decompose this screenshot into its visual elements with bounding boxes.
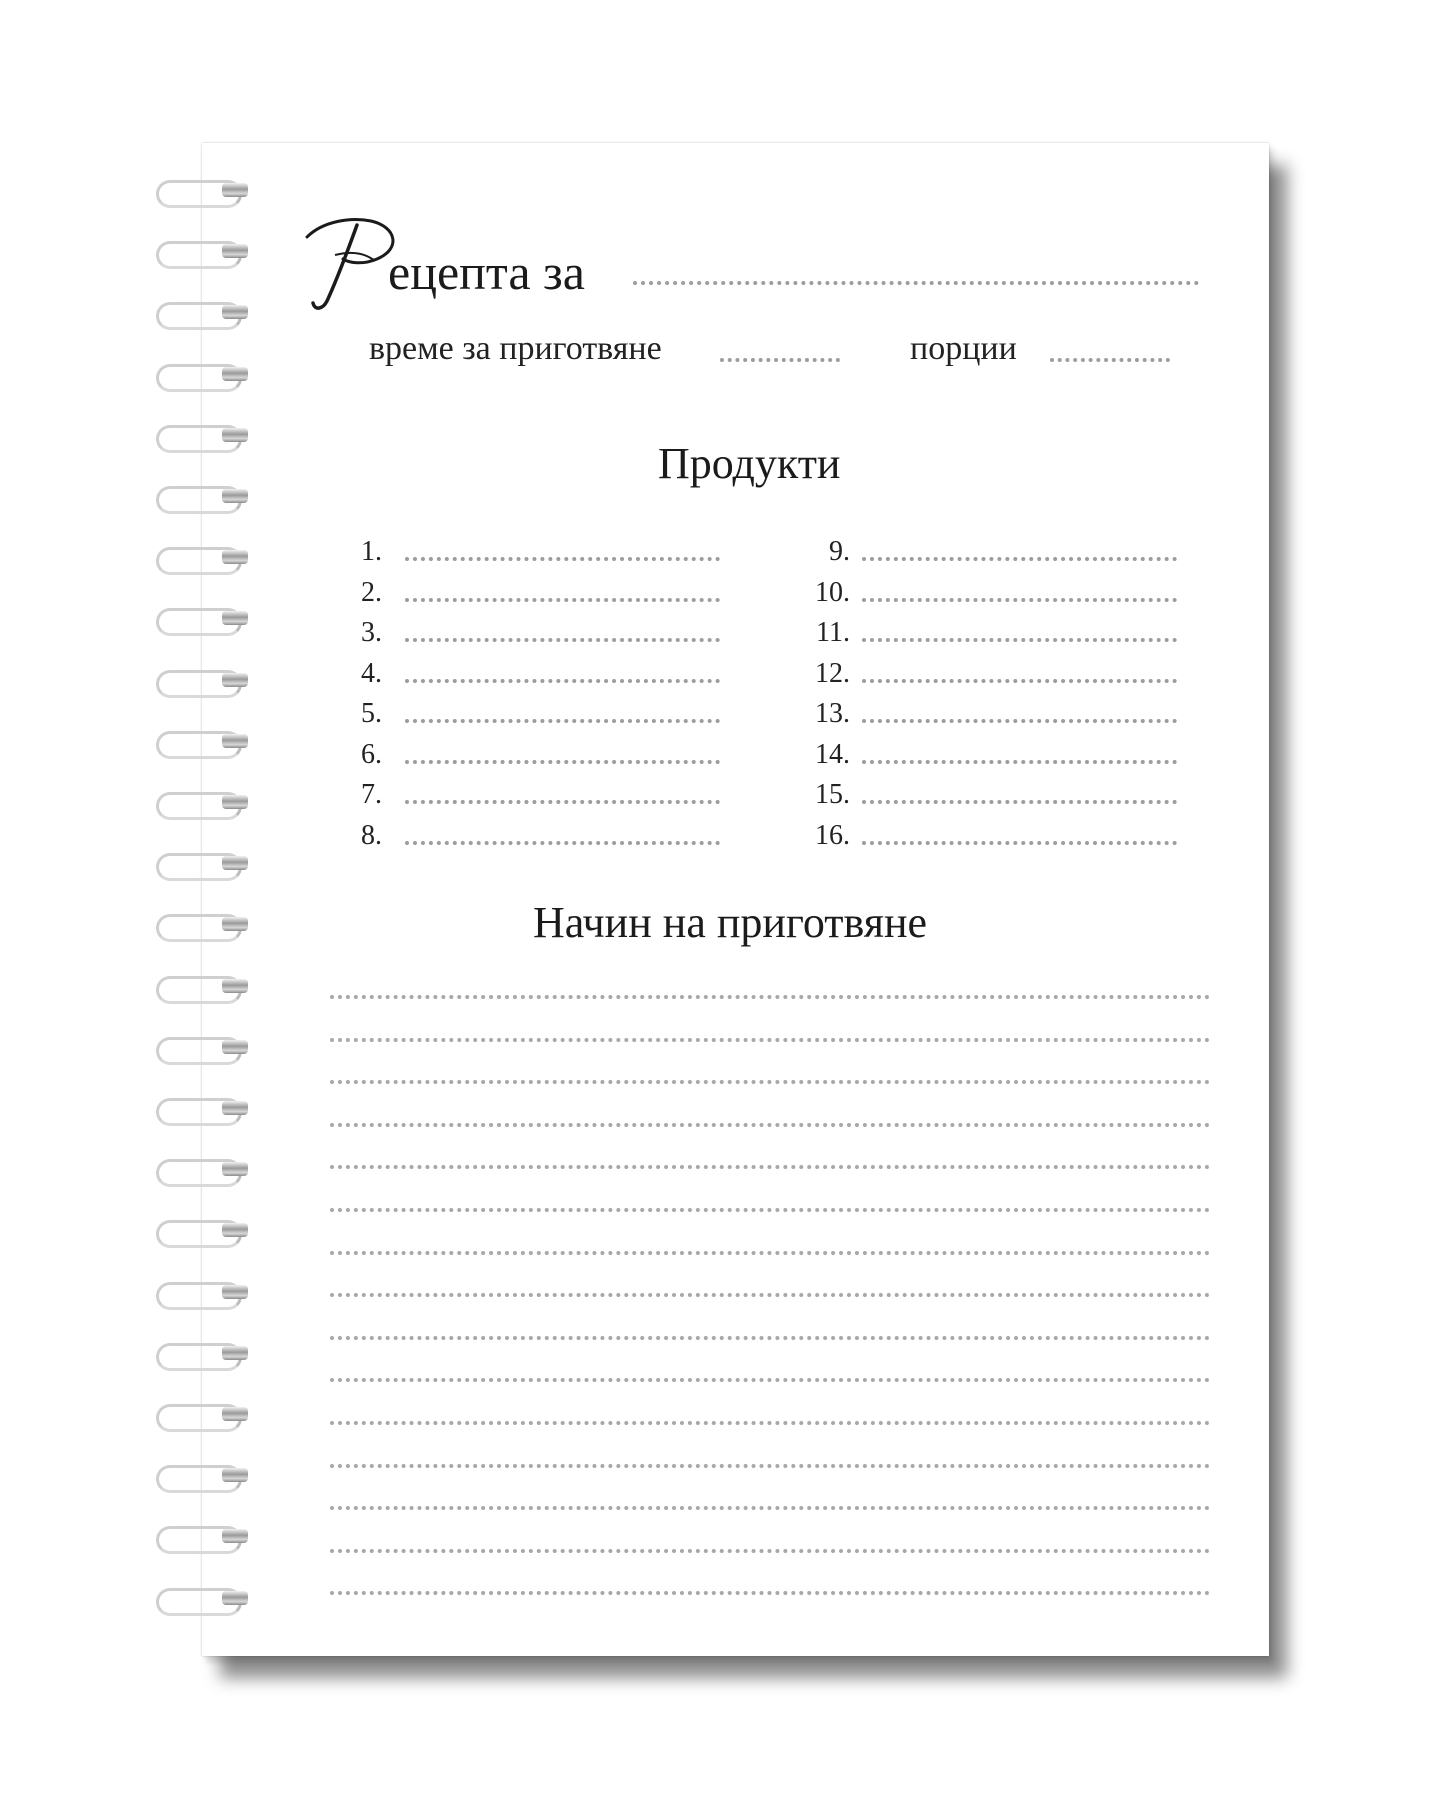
ingredient-row[interactable] xyxy=(790,820,1177,860)
spiral-ring xyxy=(156,302,252,328)
ingredient-fill-line[interactable] xyxy=(405,679,720,683)
ingredient-number: 12. xyxy=(815,657,850,689)
method-fill-line[interactable] xyxy=(330,1080,1210,1084)
spiral-ring xyxy=(156,1282,252,1308)
spiral-ring xyxy=(156,364,252,390)
method-fill-line[interactable] xyxy=(330,1336,1210,1340)
spiral-ring xyxy=(156,670,252,696)
ingredient-fill-line[interactable] xyxy=(862,557,1177,561)
ingredient-fill-line[interactable] xyxy=(405,841,720,845)
recipe-title xyxy=(305,205,1205,315)
ingredient-number: 2. xyxy=(361,576,382,608)
ingredient-number: 5. xyxy=(361,698,382,729)
spiral-ring xyxy=(156,1404,252,1430)
ingredient-row[interactable] xyxy=(790,536,1177,576)
method-fill-line[interactable] xyxy=(330,1251,1210,1255)
spiral-ring xyxy=(156,486,252,512)
servings-fill-line[interactable] xyxy=(1050,358,1170,362)
ingredient-row[interactable] xyxy=(322,536,720,576)
ingredient-row[interactable] xyxy=(322,739,720,779)
method-fill-line[interactable] xyxy=(330,1208,1210,1212)
spiral-ring xyxy=(156,1159,252,1185)
ingredient-fill-line[interactable] xyxy=(862,760,1177,764)
ingredient-row[interactable] xyxy=(322,698,720,738)
ingredient-fill-line[interactable] xyxy=(405,557,720,561)
method-fill-line[interactable] xyxy=(330,1591,1210,1595)
ingredient-row[interactable] xyxy=(790,698,1177,738)
spiral-ring xyxy=(156,547,252,573)
ingredient-number: 11. xyxy=(816,617,850,648)
ingredient-fill-line[interactable] xyxy=(862,719,1177,723)
method-fill-line[interactable] xyxy=(330,1165,1210,1169)
spiral-ring xyxy=(156,1098,252,1124)
ingredient-number: 13. xyxy=(815,698,850,729)
ingredient-row[interactable] xyxy=(790,779,1177,819)
ingredient-row[interactable] xyxy=(322,820,720,860)
ingredient-number: 1. xyxy=(361,536,382,567)
ingredient-fill-line[interactable] xyxy=(405,800,720,804)
ingredient-row[interactable] xyxy=(790,577,1177,617)
ingredient-row[interactable] xyxy=(790,739,1177,779)
ingredient-row[interactable] xyxy=(322,779,720,819)
ingredient-row[interactable] xyxy=(790,658,1177,698)
spiral-ring xyxy=(156,1526,252,1552)
prep-time-label: време за приготвяне xyxy=(369,330,662,367)
spiral-ring xyxy=(156,180,252,206)
ingredients-heading: Продукти xyxy=(658,439,841,488)
method-fill-line[interactable] xyxy=(330,1549,1210,1553)
spiral-ring xyxy=(156,792,252,818)
title-fill-line[interactable] xyxy=(633,281,1199,285)
spiral-ring xyxy=(156,1220,252,1246)
method-fill-line[interactable] xyxy=(330,1421,1210,1425)
ingredient-fill-line[interactable] xyxy=(405,598,720,602)
ingredient-number: 9. xyxy=(829,536,850,567)
spiral-ring xyxy=(156,1037,252,1063)
servings-label: порции xyxy=(910,330,1017,367)
spiral-ring xyxy=(156,731,252,757)
spiral-ring xyxy=(156,976,252,1002)
method-fill-line[interactable] xyxy=(330,995,1210,999)
ingredient-number: 6. xyxy=(361,738,382,770)
ingredient-fill-line[interactable] xyxy=(862,800,1177,804)
ingredient-number: 16. xyxy=(815,819,850,851)
method-fill-line[interactable] xyxy=(330,1293,1210,1297)
spiral-ring xyxy=(156,1465,252,1491)
ingredient-number: 7. xyxy=(361,779,382,810)
prep-time-fill-line[interactable] xyxy=(720,358,840,362)
ingredient-row[interactable] xyxy=(322,658,720,698)
ingredient-fill-line[interactable] xyxy=(862,679,1177,683)
ingredient-row[interactable] xyxy=(322,617,720,657)
method-fill-line[interactable] xyxy=(330,1506,1210,1510)
method-heading: Начин на приготвяне xyxy=(533,898,928,947)
ingredient-number: 3. xyxy=(361,617,382,648)
spiral-ring xyxy=(156,1343,252,1369)
ingredient-fill-line[interactable] xyxy=(862,841,1177,845)
ingredient-fill-line[interactable] xyxy=(862,638,1177,642)
title-text: ецепта за xyxy=(388,244,585,300)
method-fill-line[interactable] xyxy=(330,1038,1210,1042)
method-fill-line[interactable] xyxy=(330,1123,1210,1127)
ingredient-number: 15. xyxy=(815,779,850,810)
spiral-ring xyxy=(156,425,252,451)
spiral-ring xyxy=(156,853,252,879)
ingredient-fill-line[interactable] xyxy=(405,638,720,642)
ingredient-row[interactable] xyxy=(322,577,720,617)
ingredient-number: 14. xyxy=(815,738,850,770)
method-fill-line[interactable] xyxy=(330,1464,1210,1468)
ingredient-number: 4. xyxy=(361,657,382,689)
ingredient-number: 10. xyxy=(815,576,850,608)
ingredient-row[interactable] xyxy=(790,617,1177,657)
ingredient-fill-line[interactable] xyxy=(862,598,1177,602)
spiral-ring xyxy=(156,1588,252,1614)
ingredient-fill-line[interactable] xyxy=(405,719,720,723)
spiral-binding-icon xyxy=(150,180,260,1650)
spiral-ring xyxy=(156,241,252,267)
spiral-ring xyxy=(156,608,252,634)
ingredient-fill-line[interactable] xyxy=(405,760,720,764)
spiral-ring xyxy=(156,914,252,940)
method-fill-line[interactable] xyxy=(330,1378,1210,1382)
ingredient-number: 8. xyxy=(361,819,382,851)
